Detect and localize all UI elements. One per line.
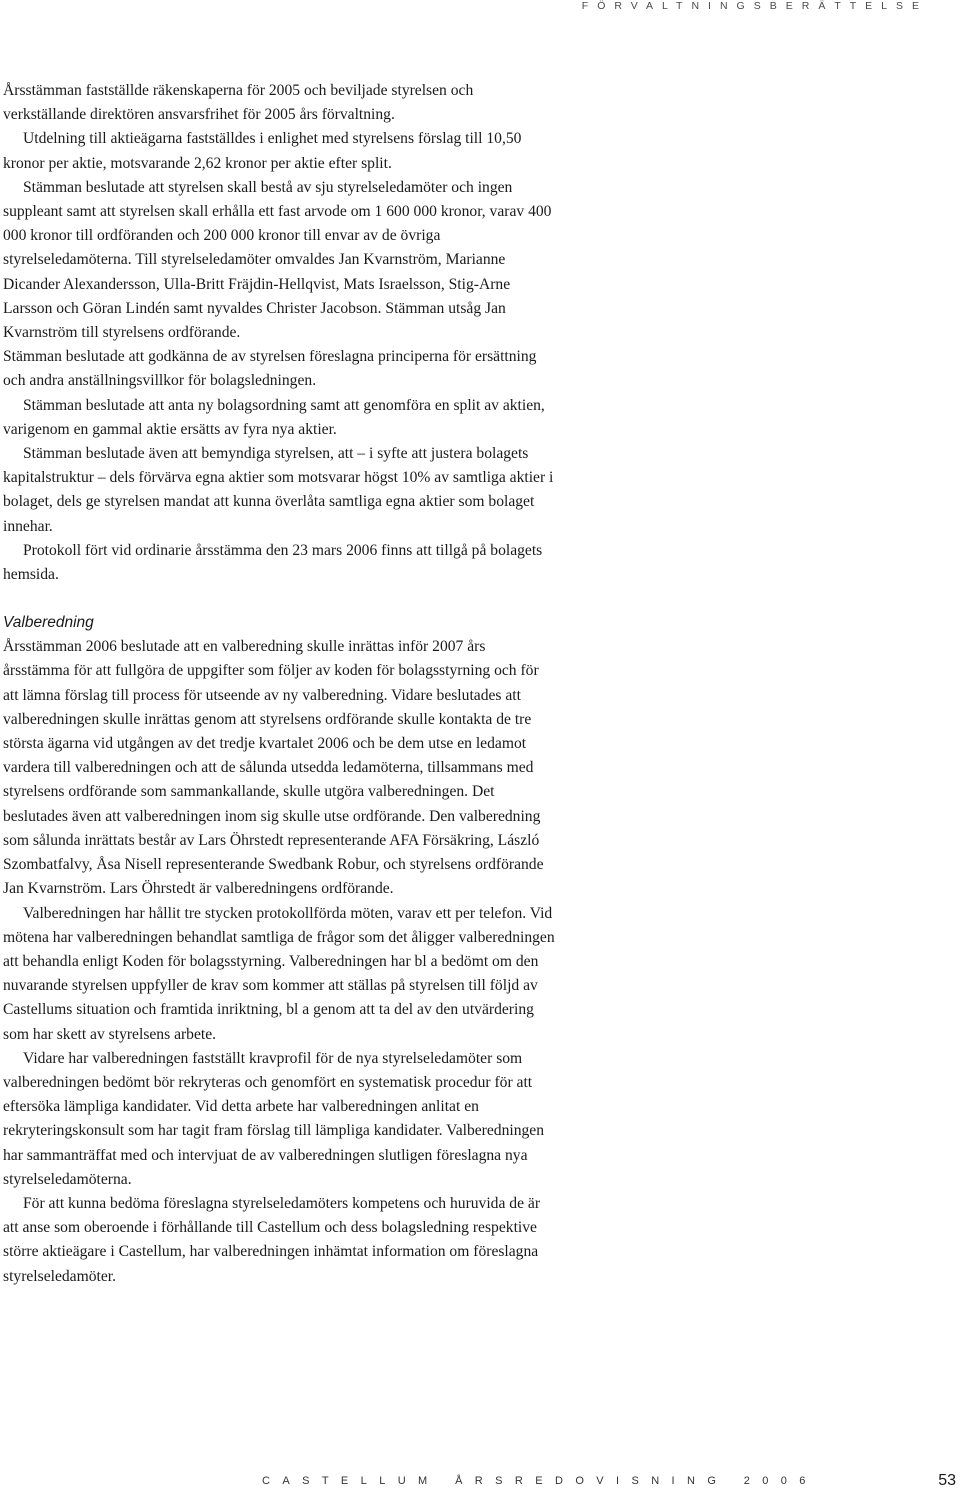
running-head: FÖRVALTNINGSBERÄTTELSE	[581, 0, 928, 12]
page-number: 53	[938, 1472, 956, 1489]
text-column	[3, 79, 555, 1289]
section-spacer	[3, 587, 555, 597]
paragraph-nomination-committee-setup: Årsstämman 2006 beslutade att en valberedning skulle inrättas inför 2007 års årsstämma för att fullgöra de uppgifter som följer av koden för bolagsstyrning och för att lämna förslag till process för utseende av ny valberedning. Vidare beslutades att valberedningen skulle inrättas genom att styrelsens ordförande skulle kontakta de tre största ägarna vid utgången av det tredje kvartalet 2006 och be dem utse en ledamot vardera till valberedningen och att de sålunda utsedda ledamöterna, tillsammans med styrelsens ordförande som sammankallande, skulle utgöra valberedningen. Det beslutades även att valberedningen inom sig skulle utse ordförande. Den valberedning som sålunda inrättats består av Lars Öhrstedt representerande AFA Försäkring, László Szombatfalvy, Åsa Nisell representerande Swedbank Robur, och styrelsens ordförande Jan Kvarnström. Lars Öhrstedt är valberedningens ordförande.	[3, 638, 544, 898]
paragraph-minutes: Protokoll fört vid ordinarie årsstämma den 23 mars 2006 finns att tillgå på bolagets hemsida.	[3, 541, 543, 584]
section-heading-valberedning: Valberedning	[3, 614, 94, 632]
paragraph-dividend: Utdelning till aktieägarna fastställdes i enlighet med styrelsens förslag till 10,50 kronor per aktie, motsvarande 2,62 kronor per aktie efter split.	[3, 130, 522, 172]
footer-publication-title: CASTELLUM ÅRSREDOVISNING 2006	[262, 1475, 818, 1487]
paragraph-remuneration: Stämman beslutade att godkänna de av styrelsen föreslagna principerna för ersättning och andra anställningsvillkor för bolagsledningen.	[3, 348, 537, 390]
paragraph-annual-meeting-accounts: Årsstämman fastställde räkenskaperna för 2005 och beviljade styrelsen och verkställande direktören ansvarsfrihet för 2005 års förvaltning.	[3, 82, 474, 124]
paragraph-board-composition: Stämman beslutade att styrelsen skall bestå av sju styrelseledamöter och ingen suppleant samt att styrelsen skall erhålla ett fast arvode om 1 600 000 kronor, varav 400 000 kronor till ordföranden och 200 000 kronor till envar av de övriga styrelseledamöterna. Till styrelseledamöter omvaldes Jan Kvarnström, Marianne Dicander Alexandersson, Ulla-Britt Fräjdin-Hellqvist, Mats Israelsson, Stig-Arne Larsson och Göran Lindén samt nyvaldes Christer Jacobson. Stämman utsåg Jan Kvarnström till styrelsens ordförande.	[3, 178, 552, 342]
paragraph-articles-split: Stämman beslutade att anta ny bolagsordning samt att genomföra en split av aktien, varigenom en gammal aktie ersätts av fyra nya aktier.	[3, 396, 545, 438]
paragraph-buyback-mandate: Stämman beslutade även att bemyndiga styrelsen, att – i syfte att justera bolagets kapitalstruktur – dels förvärva egna aktier som motsvarar högst 10% av samtliga aktier i bolaget, dels ge styrelsen mandat att kunna överlåta samtliga egna aktier som bolaget innehar.	[3, 445, 554, 535]
paragraph-nomination-committee-recruitment: Vidare har valberedningen fastställt kravprofil för de nya styrelseledamöter som valberedningen bedömt bör rekryteras och genomfört en systematisk procedur för att eftersöka lämpliga kandidater. Vid detta arbete har valberedningen anlitat en rekryteringskonsult som har tagit fram förslag till lämpliga kandidater. Valberedningen har sammanträffat med och intervjuat de av valberedningen slutligen föreslagna nya styrelseledamöterna.	[3, 1049, 545, 1188]
paragraph-nomination-committee-independence: För att kunna bedöma föreslagna styrelseledamöters kompetens och huruvida de är att anse som oberoende i förhållande till Castellum och dess bolagsledning respektive större aktieägare i Castellum, har valberedningen inhämtat information om föreslagna styrelseledamöter.	[3, 1194, 541, 1285]
paragraph-nomination-committee-meetings: Valberedningen har hållit tre stycken protokollförda möten, varav ett per telefon. Vid mötena har valberedningen behandlat samtliga de frågor som det åligger valberedningen att behandla enligt Koden för bolagsstyrning. Valberedningen har bl a bedömt om den nuvarande styrelsen uppfyller de krav som kommer att ställas på styrelsen till följd av Castellums situation och framtida inriktning, bl a genom att ta del av den utvärdering som har skett av styrelsens arbete.	[3, 904, 555, 1043]
